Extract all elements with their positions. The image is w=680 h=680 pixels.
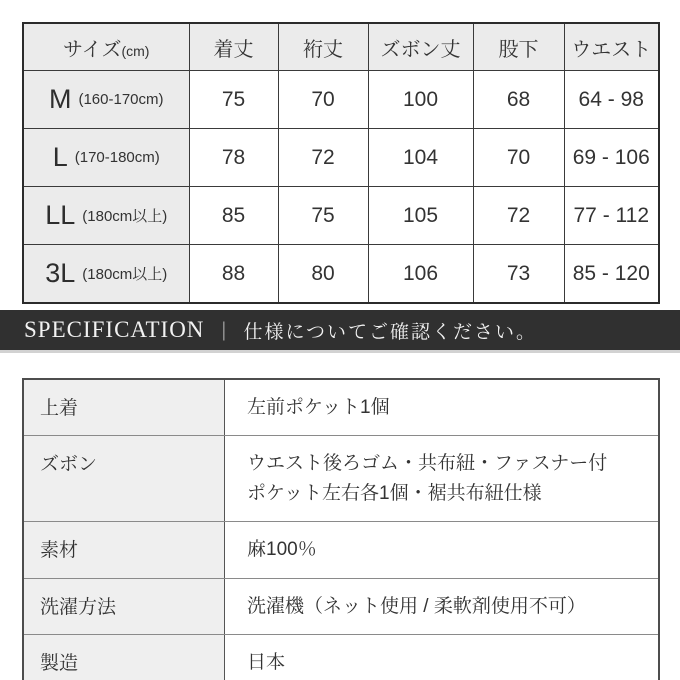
size-label-cell bbox=[23, 245, 189, 304]
value-cell: 85 - 120 bbox=[564, 245, 659, 304]
value-cell: 72 bbox=[278, 129, 368, 187]
size-letter: LL bbox=[45, 200, 76, 230]
size-letter: M bbox=[48, 84, 72, 114]
value-cell: 68 bbox=[473, 71, 564, 129]
spec-row-washing bbox=[23, 578, 659, 634]
spec-row-material bbox=[23, 522, 659, 578]
value-cell: 75 bbox=[278, 187, 368, 245]
spec-label: ズボン bbox=[23, 436, 225, 522]
specification-banner bbox=[0, 310, 680, 353]
size-letter: 3L bbox=[45, 258, 76, 288]
value-cell: 80 bbox=[278, 245, 368, 304]
spec-label: 上着 bbox=[23, 379, 225, 436]
header-inseam: 股下 bbox=[473, 23, 564, 71]
value-cell: 70 bbox=[473, 129, 564, 187]
value-cell: 104 bbox=[368, 129, 473, 187]
size-chart-table bbox=[22, 22, 660, 304]
header-size bbox=[23, 23, 189, 71]
value-cell: 88 bbox=[189, 245, 278, 304]
header-pants-length: ズボン丈 bbox=[368, 23, 473, 71]
spec-label: 洗濯方法 bbox=[23, 578, 225, 634]
header-waist: ウエスト bbox=[564, 23, 659, 71]
size-chart-header-row bbox=[23, 23, 659, 71]
spec-value bbox=[225, 379, 660, 436]
value-cell: 77 - 112 bbox=[564, 187, 659, 245]
spec-label: 製造 bbox=[23, 635, 225, 680]
value-cell: 75 bbox=[189, 71, 278, 129]
header-size-unit: (cm) bbox=[121, 42, 150, 59]
spec-value-line: 左前ポケット1個 bbox=[247, 397, 390, 418]
size-label-cell bbox=[23, 187, 189, 245]
size-letter: L bbox=[52, 142, 68, 172]
size-height-range: (180cm以上) bbox=[82, 266, 168, 283]
banner-subtitle-ja: 仕様についてご確認ください。 bbox=[243, 321, 538, 343]
spec-value-line: 日本 bbox=[247, 652, 286, 674]
banner-separator: ｜ bbox=[214, 321, 234, 343]
spec-value-line: ウエスト後ろゴム・共布紐・ファスナー付 bbox=[247, 453, 608, 475]
spec-value-line: ポケット左右各1個・裾共布紐仕様 bbox=[247, 482, 542, 504]
value-cell: 78 bbox=[189, 129, 278, 187]
value-cell: 69 - 106 bbox=[564, 129, 659, 187]
spec-detail-table bbox=[22, 378, 660, 680]
spec-row-jacket bbox=[23, 379, 659, 436]
size-row-m bbox=[23, 71, 659, 129]
value-cell: 73 bbox=[473, 245, 564, 304]
banner-title-en: SPECIFICATION bbox=[24, 317, 205, 342]
value-cell: 100 bbox=[368, 71, 473, 129]
size-row-l bbox=[23, 129, 659, 187]
value-cell: 64 - 98 bbox=[564, 71, 659, 129]
spec-row-manufacture bbox=[23, 635, 659, 680]
spec-value bbox=[225, 436, 660, 522]
spec-value-line: 麻100％ bbox=[247, 539, 317, 561]
spec-value bbox=[225, 522, 660, 578]
spec-value-line: 洗濯機（ネット使用 / 柔軟剤使用不可） bbox=[247, 595, 586, 617]
size-height-range: (170-180cm) bbox=[74, 149, 160, 166]
value-cell: 106 bbox=[368, 245, 473, 304]
size-row-ll bbox=[23, 187, 659, 245]
size-row-3l bbox=[23, 245, 659, 304]
value-cell: 70 bbox=[278, 71, 368, 129]
spec-value bbox=[225, 578, 660, 634]
header-sleeve-length: 裄丈 bbox=[278, 23, 368, 71]
size-label-cell bbox=[23, 129, 189, 187]
size-height-range: (180cm以上) bbox=[82, 208, 168, 225]
header-body-length: 着丈 bbox=[189, 23, 278, 71]
value-cell: 85 bbox=[189, 187, 278, 245]
size-height-range: (160-170cm) bbox=[78, 91, 164, 108]
spec-label: 素材 bbox=[23, 522, 225, 578]
header-size-label: サイズ bbox=[63, 38, 122, 61]
value-cell: 72 bbox=[473, 187, 564, 245]
size-label-cell bbox=[23, 71, 189, 129]
spec-value bbox=[225, 635, 660, 680]
value-cell: 105 bbox=[368, 187, 473, 245]
spec-row-pants bbox=[23, 436, 659, 522]
